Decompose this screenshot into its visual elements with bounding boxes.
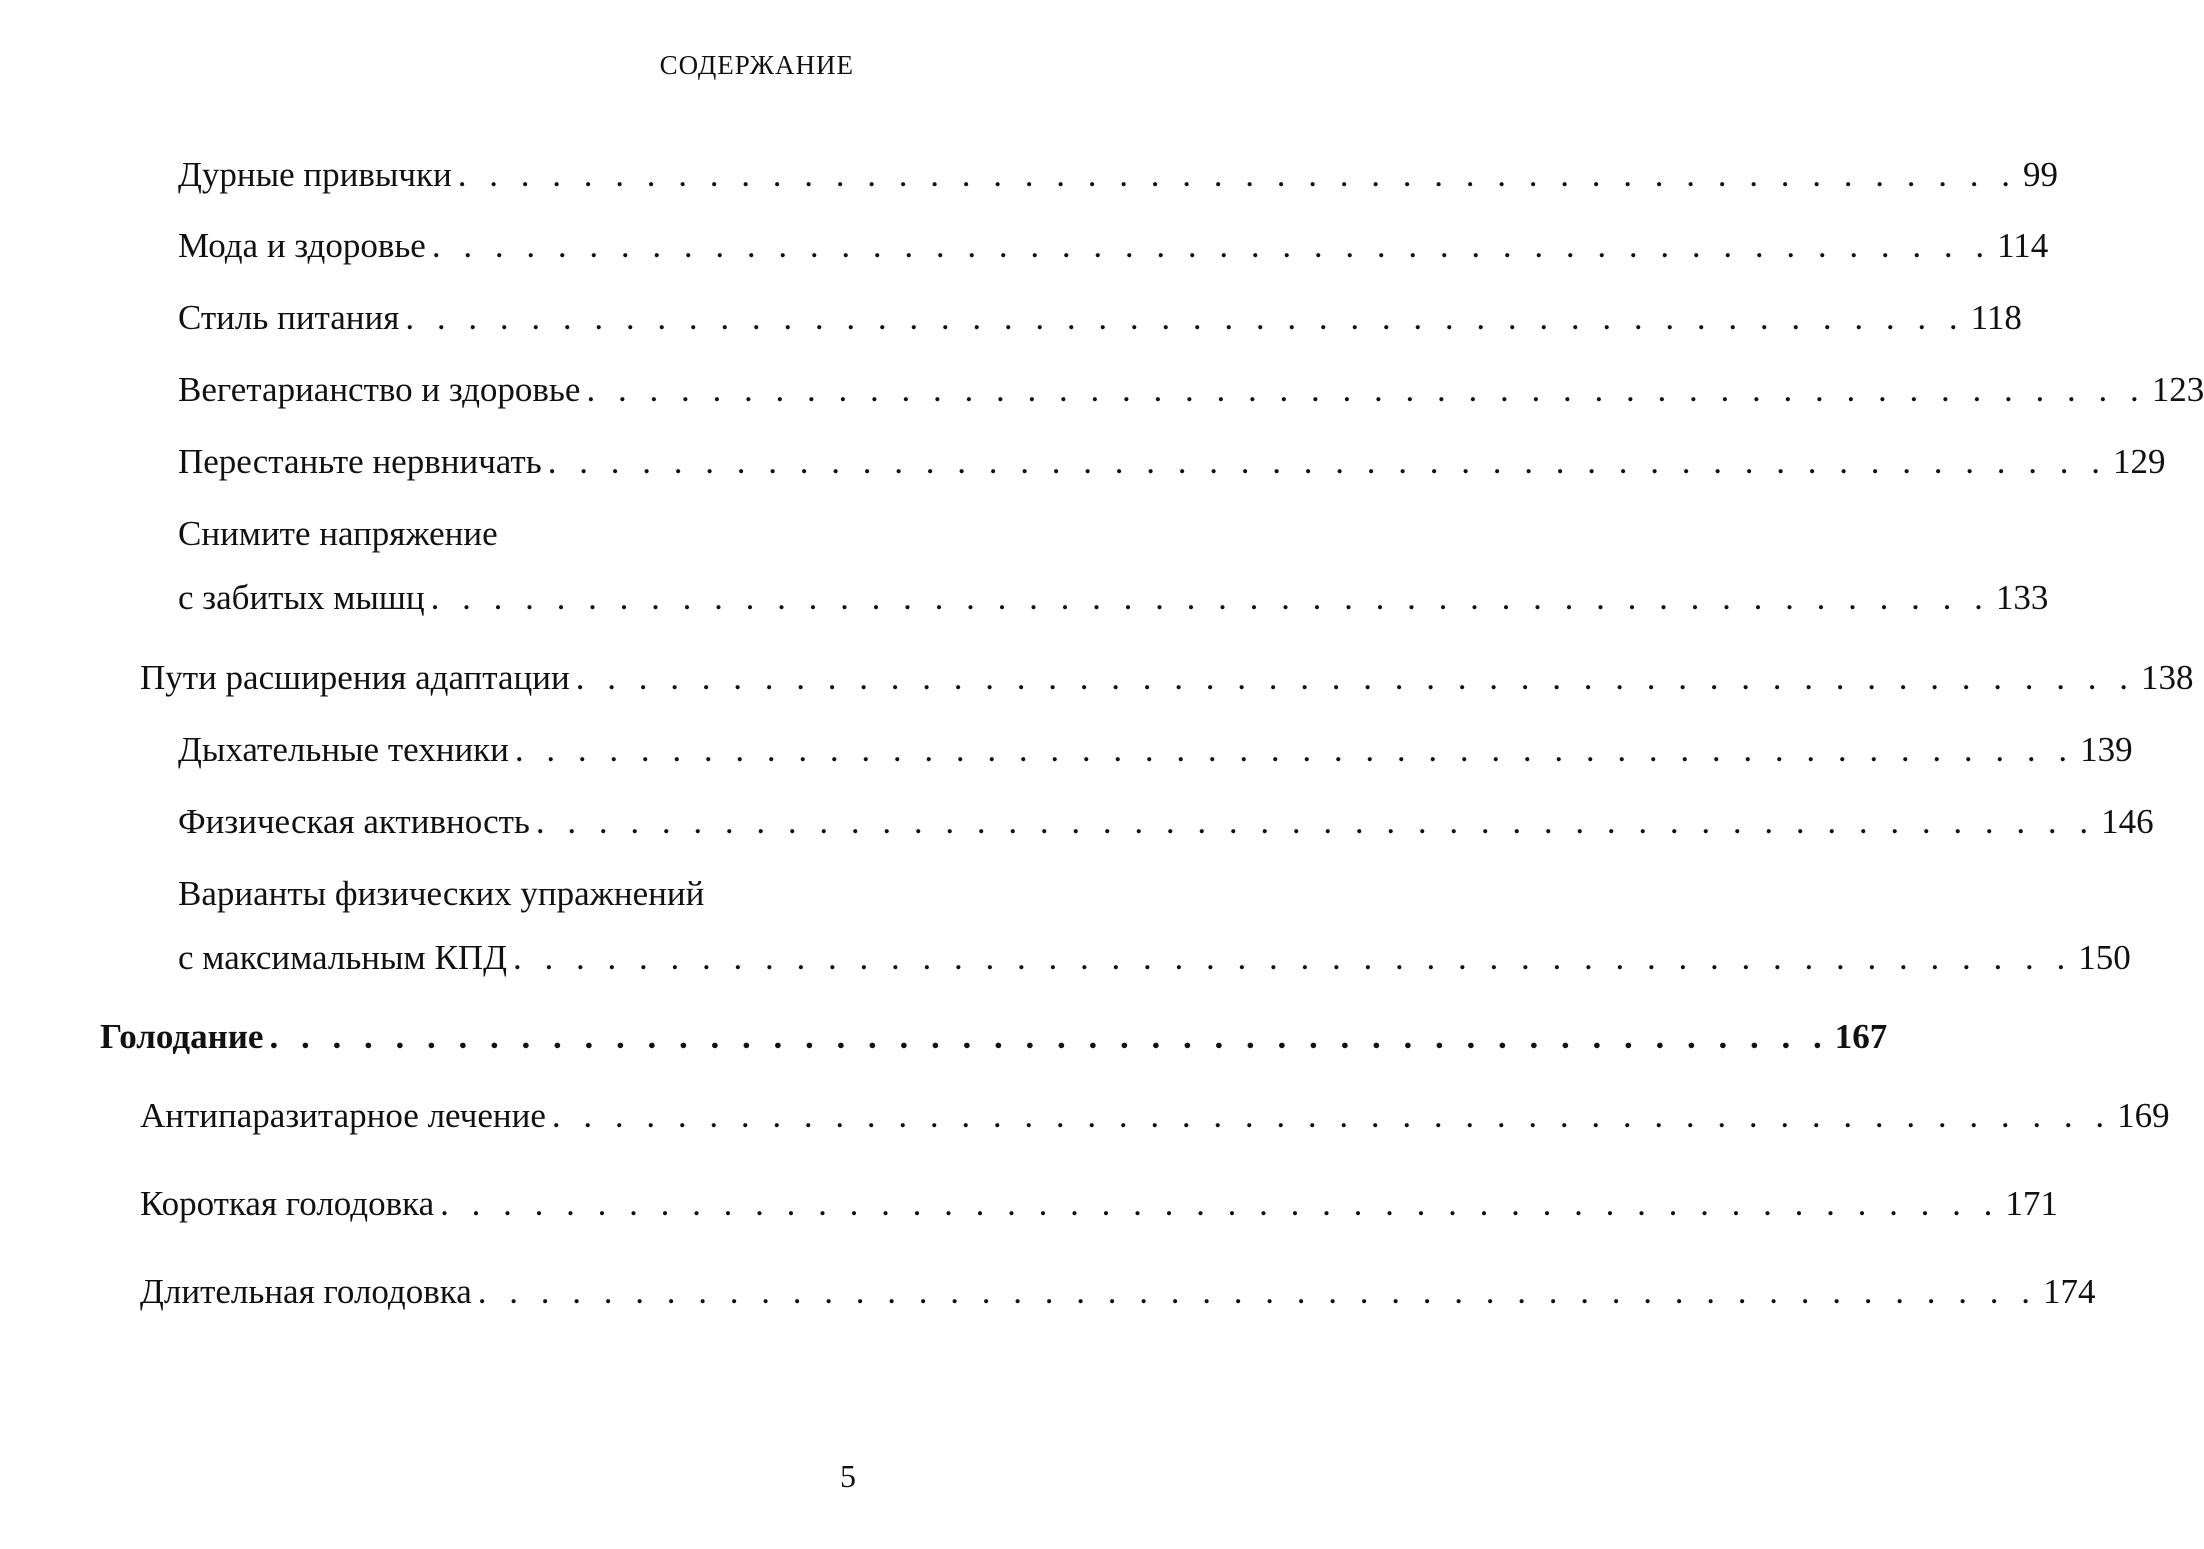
entry-page-number: 129 — [2112, 442, 2166, 481]
dot-leader: . . . . . . . . . . . . . . . . . . . . . . . . . . . . . . . . . . . . . . . . . . . . . . . . . . — [514, 730, 2075, 769]
entry-title: Вегетарианство и здоровье — [178, 370, 581, 409]
toc-entry — [178, 155, 2058, 195]
entry-page-number: 169 — [2117, 1096, 2170, 1135]
entry-title-line: с забитых мышц — [178, 578, 425, 617]
toc-entry — [140, 1096, 2170, 1136]
entry-title-line: Варианты физических упражнений — [178, 874, 705, 913]
entry-title: Пути расширения адаптации — [140, 658, 570, 697]
entry-title: Перестаньте нервничать — [178, 442, 542, 481]
entry-page-number: 118 — [1970, 298, 2022, 337]
entry-title: Физическая активность — [178, 802, 530, 841]
dot-leader: . . . . . . . . . . . . . . . . . . . . . . . . . . . . . . . . . . . . . . . . . . . . . . . . . . — [586, 370, 2146, 409]
toc-entry — [140, 1184, 2058, 1224]
dot-leader: . . . . . . . . . . . . . . . . . . . . . . . . . . . . . . . . . . . . . . . . . . . . . . . . . . — [440, 1184, 2000, 1223]
toc-entry — [178, 514, 2049, 618]
dot-leader: . . . . . . . . . . . . . . . . . . . . . . . . . . . . . . . . . . . . . . . . . . . . . . . . . . — [551, 1096, 2112, 1135]
toc-entry — [178, 730, 2133, 770]
entry-page-number: 114 — [1997, 226, 2049, 265]
entry-title-line: Снимите напряжение — [178, 514, 498, 553]
toc-entry — [178, 298, 2022, 338]
entry-page-number: 123 — [2151, 370, 2204, 409]
toc-entry — [140, 658, 2194, 698]
toc-entry — [178, 802, 2154, 842]
entry-page-number: 139 — [2080, 730, 2133, 769]
page-number: 5 — [840, 1458, 856, 1494]
entry-title-line: с максимальным КПД — [178, 938, 507, 977]
toc-entry — [178, 874, 2131, 978]
toc-entry — [178, 370, 2204, 410]
entry-title: Дурные привычки — [178, 155, 452, 194]
dot-leader: . . . . . . . . . . . . . . . . . . . . . . . . . . . . . . . . . . . . . . . . . . . . . . . . . . — [512, 938, 2073, 977]
toc-entry — [178, 442, 2166, 482]
dot-leader: . . . . . . . . . . . . . . . . . . . . . . . . . . . . . . . . . . . . . . . . . . . . . . . . . . — [575, 658, 2135, 697]
toc-entry — [140, 1272, 2096, 1312]
entry-title: Антипаразитарное лечение — [140, 1096, 546, 1135]
toc-section-entry — [100, 1017, 1888, 1057]
entry-title: Короткая голодовка — [140, 1184, 435, 1223]
dot-leader: . . . . . . . . . . . . . . . . . . . . . . . . . . . . . . . . . . . . . . . . . . . . . . . . . . — [269, 1017, 1829, 1056]
dot-leader: . . . . . . . . . . . . . . . . . . . . . . . . . . . . . . . . . . . . . . . . . . . . . . . . . . — [457, 155, 2017, 194]
entry-page-number: 167 — [1834, 1017, 1888, 1056]
dot-leader: . . . . . . . . . . . . . . . . . . . . . . . . . . . . . . . . . . . . . . . . . . . . . . . . . . — [405, 298, 1965, 337]
entry-page-number: 146 — [2101, 802, 2154, 841]
dot-leader: . . . . . . . . . . . . . . . . . . . . . . . . . . . . . . . . . . . . . . . . . . . . . . . . . . — [547, 442, 2107, 481]
entry-page-number: 174 — [2043, 1272, 2096, 1311]
running-head: СОДЕРЖАНИЕ — [659, 50, 854, 80]
section-title: Голодание — [100, 1017, 264, 1056]
entry-page-number: 171 — [2005, 1184, 2058, 1223]
entry-page-number: 138 — [2141, 658, 2194, 697]
dot-leader: . . . . . . . . . . . . . . . . . . . . . . . . . . . . . . . . . . . . . . . . . . . . . . . . . . — [477, 1272, 2038, 1311]
toc-entry — [178, 226, 2049, 266]
dot-leader: . . . . . . . . . . . . . . . . . . . . . . . . . . . . . . . . . . . . . . . . . . . . . . . . . . — [431, 226, 1992, 265]
entry-title: Мода и здоровье — [178, 226, 426, 265]
entry-page-number: 133 — [1995, 578, 2049, 617]
entry-page-number: 150 — [2078, 938, 2131, 977]
dot-leader: . . . . . . . . . . . . . . . . . . . . . . . . . . . . . . . . . . . . . . . . . . . . . . . . . . — [430, 578, 1990, 617]
entry-title: Стиль питания — [178, 298, 400, 337]
entry-title: Длительная голодовка — [140, 1272, 472, 1311]
entry-page-number: 99 — [2023, 155, 2058, 194]
entry-title: Дыхательные техники — [178, 730, 509, 769]
dot-leader: . . . . . . . . . . . . . . . . . . . . . . . . . . . . . . . . . . . . . . . . . . . . . . . . . . — [535, 802, 2096, 841]
